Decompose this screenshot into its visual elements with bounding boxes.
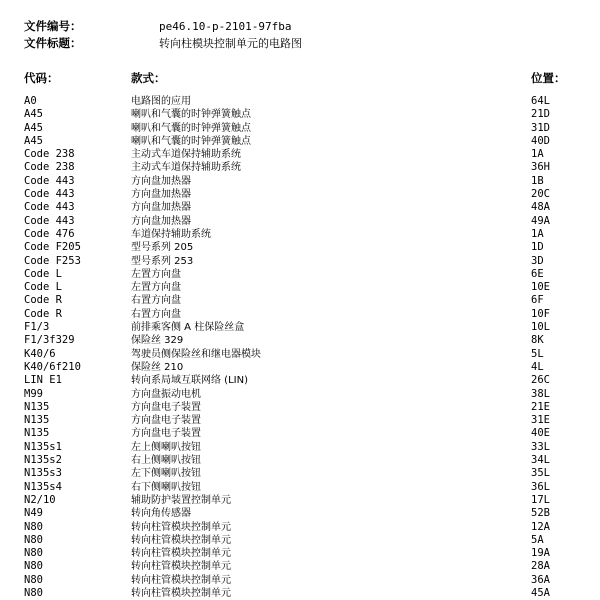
row-code: M99	[24, 387, 43, 400]
row-description: 主动式车道保持辅助系统	[131, 162, 241, 174]
row-position: 10E	[531, 281, 550, 294]
row-position: 10L	[531, 321, 550, 334]
row-code: N80	[24, 520, 43, 533]
row-code: Code R	[24, 294, 62, 307]
row-description: 右上侧喇叭按钮	[131, 455, 201, 467]
table-row	[24, 161, 584, 174]
row-code: A0	[24, 95, 37, 107]
table-row	[24, 348, 584, 361]
table-row	[24, 188, 584, 201]
row-position: 8K	[531, 334, 544, 347]
table-row	[24, 148, 584, 161]
row-code: Code 476	[24, 227, 75, 240]
row-code: A45	[24, 134, 43, 147]
row-description: 保险丝 210	[131, 361, 184, 373]
doc-title-row	[24, 35, 584, 52]
row-description: 型号系列 253	[131, 255, 194, 267]
row-description: 右置方向盘	[131, 308, 181, 320]
table-row	[24, 228, 584, 241]
row-code: N80	[24, 533, 43, 546]
table-row	[24, 201, 584, 214]
table-row	[24, 255, 584, 268]
row-position: 12A	[531, 520, 550, 533]
table-row	[24, 494, 584, 507]
row-description: 驾驶员侧保险丝和继电器模块	[131, 348, 261, 360]
row-description: 前排乘客侧 A 柱保险丝盒	[131, 322, 245, 334]
row-code: N135s3	[24, 467, 62, 480]
table-row	[24, 241, 584, 254]
table-row	[24, 135, 584, 148]
row-description: 转向柱管模块控制单元	[131, 561, 231, 573]
row-description: 左置方向盘	[131, 268, 181, 280]
row-description: 方向盘加热器	[131, 202, 191, 214]
column-header-description: 款式：	[131, 71, 166, 85]
table-row	[24, 507, 584, 520]
row-code: Code 443	[24, 201, 75, 214]
row-description: 方向盘电子装置	[131, 401, 201, 413]
table-row	[24, 361, 584, 374]
row-position: 26C	[531, 374, 550, 387]
doc-number-value: pe46.10-p-2101-97fba	[159, 20, 292, 33]
row-position: 20C	[531, 188, 550, 201]
row-code: N135	[24, 427, 50, 440]
row-description: 转向角传感器	[131, 508, 191, 520]
row-code: N80	[24, 560, 43, 573]
row-code: F1/3f329	[24, 334, 75, 347]
row-description: 右下侧喇叭按钮	[131, 481, 201, 493]
row-position: 19A	[531, 547, 550, 560]
row-description: 转向柱管模块控制单元	[131, 521, 231, 533]
row-position: 5L	[531, 347, 544, 360]
row-position: 5A	[531, 533, 544, 546]
row-position: 64L	[531, 95, 550, 107]
row-code: A45	[24, 121, 43, 134]
row-description: 左上侧喇叭按钮	[131, 441, 201, 453]
row-description: 左下侧喇叭按钮	[131, 468, 201, 480]
row-position: 40D	[531, 134, 550, 147]
row-position: 21D	[531, 108, 550, 121]
table-header	[24, 70, 584, 86]
row-position: 31D	[531, 121, 550, 134]
row-description: 方向盘加热器	[131, 175, 191, 187]
row-code: N80	[24, 586, 43, 599]
row-description: 型号系列 205	[131, 242, 194, 254]
row-description: 喇叭和气囊的时钟弹簧触点	[131, 109, 251, 121]
row-code: N49	[24, 507, 43, 520]
row-position: 10F	[531, 307, 550, 320]
row-position: 48A	[531, 201, 550, 214]
row-description: 转向柱管模块控制单元	[131, 548, 231, 560]
row-description: 喇叭和气囊的时钟弹簧触点	[131, 135, 251, 147]
row-position: 1A	[531, 227, 544, 240]
table-row	[24, 414, 584, 427]
row-position: 36L	[531, 480, 550, 493]
row-description: 转向柱管模块控制单元	[131, 587, 231, 599]
row-position: 33L	[531, 440, 550, 453]
table-row	[24, 574, 584, 587]
row-description: 转向柱管模块控制单元	[131, 574, 231, 586]
row-description: 方向盘振动电机	[131, 388, 201, 400]
table-row	[24, 108, 584, 121]
row-description: 方向盘电子装置	[131, 415, 201, 427]
row-code: Code F205	[24, 241, 81, 254]
table-row	[24, 215, 584, 228]
table-row	[24, 521, 584, 534]
row-position: 1A	[531, 148, 544, 161]
row-position: 34L	[531, 454, 550, 467]
row-code: Code 443	[24, 174, 75, 187]
row-description: 车道保持辅助系统	[131, 228, 211, 240]
table-row	[24, 321, 584, 334]
row-description: 右置方向盘	[131, 295, 181, 307]
row-code: Code 443	[24, 188, 75, 201]
table-row	[24, 441, 584, 454]
row-position: 36A	[531, 573, 550, 586]
row-position: 17L	[531, 493, 550, 506]
row-code: K40/6	[24, 347, 56, 360]
row-code: N135	[24, 400, 50, 413]
doc-title-value: 转向柱模块控制单元的电路图	[159, 37, 302, 50]
row-position: 31E	[531, 414, 550, 427]
row-position: 38L	[531, 387, 550, 400]
component-list	[24, 95, 584, 600]
row-code: N2/10	[24, 493, 56, 506]
row-description: 转向系局域互联网络 (LIN)	[131, 375, 248, 387]
row-description: 喇叭和气囊的时钟弹簧触点	[131, 122, 251, 134]
table-row	[24, 547, 584, 560]
row-position: 52B	[531, 507, 550, 520]
document-meta	[24, 18, 584, 52]
row-position: 1B	[531, 174, 544, 187]
row-code: Code 238	[24, 148, 75, 161]
row-description: 转向柱管模块控制单元	[131, 534, 231, 546]
row-description: 主动式车道保持辅助系统	[131, 149, 241, 161]
column-header-position: 位置：	[531, 71, 566, 85]
row-position: 4L	[531, 360, 544, 373]
row-position: 1D	[531, 241, 544, 254]
table-row	[24, 427, 584, 440]
table-row	[24, 95, 584, 108]
table-row	[24, 334, 584, 347]
table-row	[24, 374, 584, 387]
column-header-code: 代码：	[24, 71, 59, 85]
doc-number-label: 文件编号：	[24, 19, 82, 33]
row-code: N135s2	[24, 454, 62, 467]
table-row	[24, 587, 584, 600]
table-row	[24, 534, 584, 547]
row-description: 方向盘加热器	[131, 189, 191, 201]
row-code: LIN E1	[24, 374, 62, 387]
doc-title-label: 文件标题：	[24, 36, 82, 50]
row-code: N135s4	[24, 480, 62, 493]
row-code: Code 238	[24, 161, 75, 174]
table-row	[24, 401, 584, 414]
row-position: 40E	[531, 427, 550, 440]
table-row	[24, 481, 584, 494]
table-row	[24, 388, 584, 401]
row-position: 45A	[531, 586, 550, 599]
row-position: 6F	[531, 294, 544, 307]
row-position: 21E	[531, 400, 550, 413]
row-description: 电路图的应用	[131, 96, 191, 107]
row-code: A45	[24, 108, 43, 121]
row-code: Code 443	[24, 214, 75, 227]
row-code: N80	[24, 573, 43, 586]
table-row	[24, 268, 584, 281]
table-row	[24, 467, 584, 480]
row-description: 辅助防护装置控制单元	[131, 494, 231, 506]
table-row	[24, 294, 584, 307]
row-position: 49A	[531, 214, 550, 227]
table-row	[24, 454, 584, 467]
row-code: Code F253	[24, 254, 81, 267]
row-code: N80	[24, 547, 43, 560]
row-position: 3D	[531, 254, 544, 267]
table-row	[24, 122, 584, 135]
row-code: N135s1	[24, 440, 62, 453]
table-row	[24, 175, 584, 188]
row-code: K40/6f210	[24, 360, 81, 373]
table-row	[24, 308, 584, 321]
row-code: Code R	[24, 307, 62, 320]
row-position: 35L	[531, 467, 550, 480]
row-position: 36H	[531, 161, 550, 174]
row-code: F1/3	[24, 321, 50, 334]
row-code: N135	[24, 414, 50, 427]
row-description: 方向盘电子装置	[131, 428, 201, 440]
table-row	[24, 560, 584, 573]
row-position: 6E	[531, 267, 544, 280]
row-description: 保险丝 329	[131, 335, 184, 347]
row-code: Code L	[24, 267, 62, 280]
row-position: 28A	[531, 560, 550, 573]
table-row	[24, 281, 584, 294]
row-description: 左置方向盘	[131, 282, 181, 294]
doc-number-row	[24, 18, 584, 35]
row-code: Code L	[24, 281, 62, 294]
row-description: 方向盘加热器	[131, 215, 191, 227]
